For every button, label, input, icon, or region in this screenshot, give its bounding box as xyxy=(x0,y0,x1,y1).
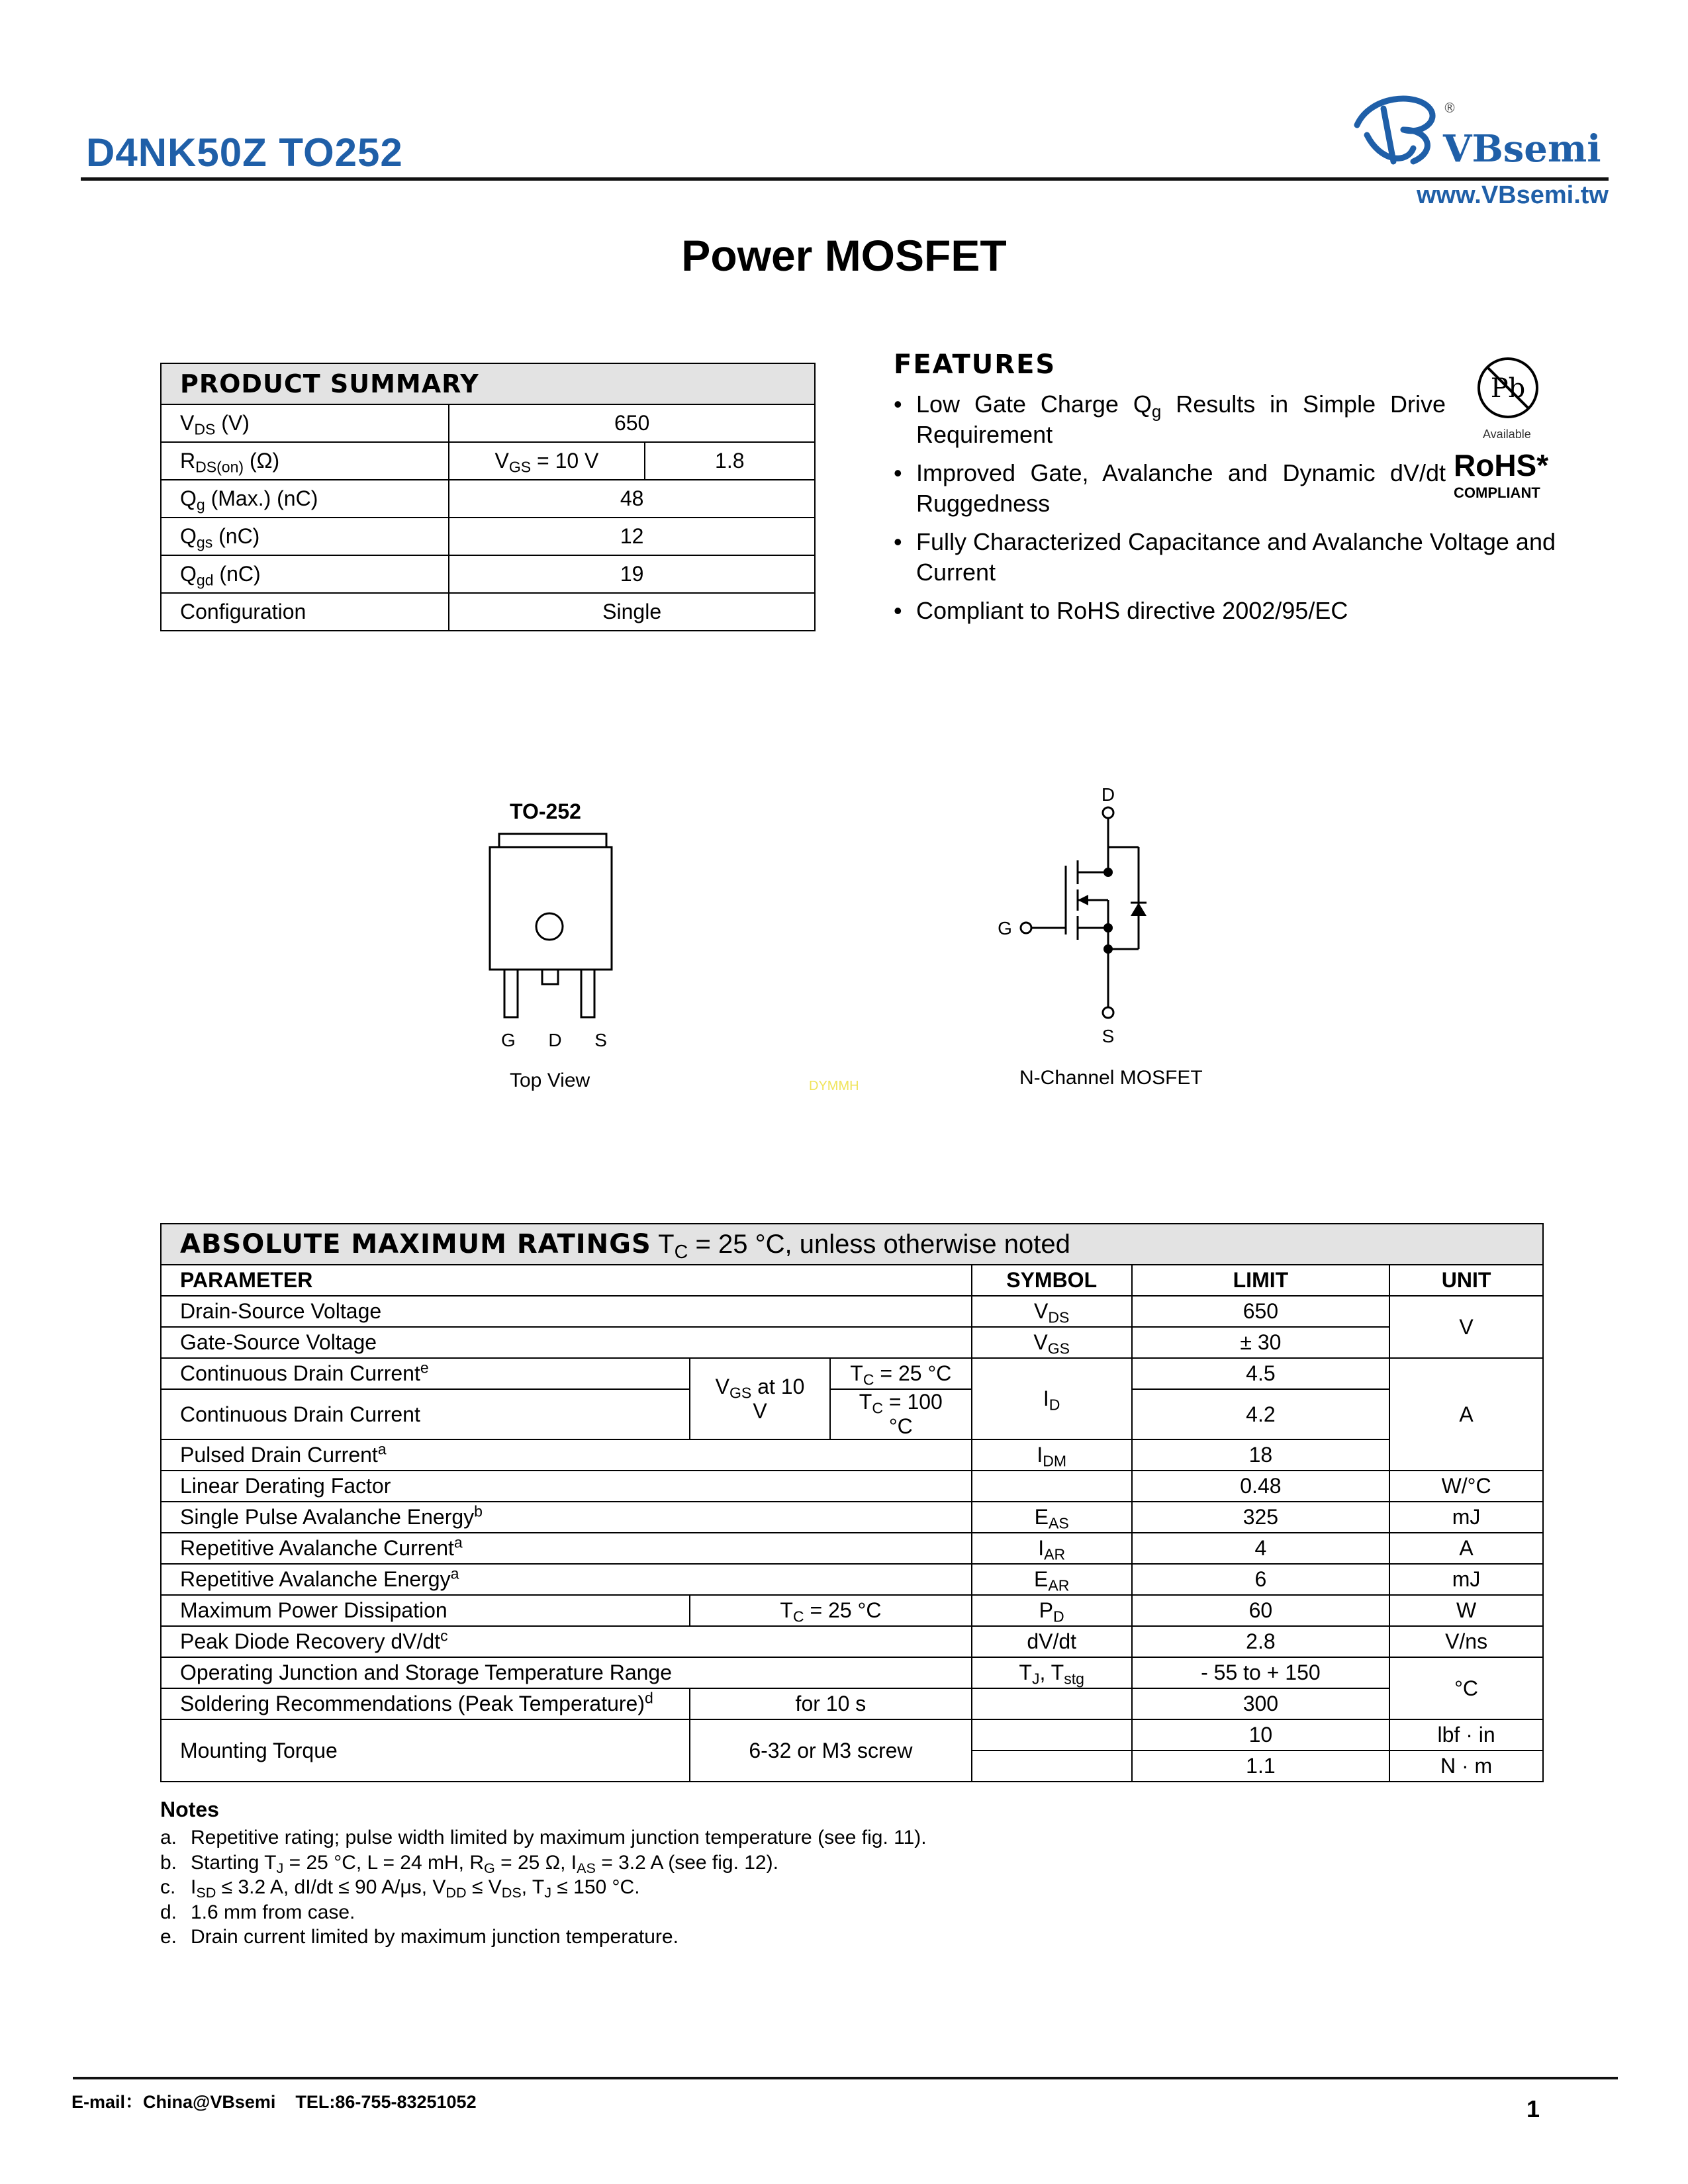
pin-g-label: G xyxy=(501,1030,516,1050)
table-row: Repetitive Avalanche Current$^a$ $I_{AR}$ 4 A xyxy=(161,1533,1543,1564)
pb-text: Pb xyxy=(1490,373,1526,404)
table-row xyxy=(161,404,815,442)
amr-title: ABSOLUTE MAXIMUM RATINGS $T_C = 25$ °C, unless otherwise noted xyxy=(161,1224,1543,1265)
feature-item: • Improved Gate, Avalanche and Dynamic dV/dt Ruggedness xyxy=(894,458,1446,519)
product-summary-table xyxy=(160,363,816,631)
table-row: Pulsed Drain Current$^a$ $I_{DM}$ 18 xyxy=(161,1439,1543,1471)
table-row: Linear Derating Factor 0.48 W/°C xyxy=(161,1471,1543,1502)
table-row: Mounting Torque 6-32 or M3 screw 10 lbf · in xyxy=(161,1719,1543,1751)
registered-mark: ® xyxy=(1443,100,1456,116)
qgs-value: 12 xyxy=(449,518,815,555)
table-row xyxy=(161,442,815,480)
source-label: S xyxy=(1102,1026,1115,1046)
pb-available-label: Available xyxy=(1483,428,1531,441)
table-row xyxy=(161,593,815,631)
table-row: Maximum Power Dissipation $T_C = 25$ °C $P_D$ 60 W xyxy=(161,1595,1543,1626)
note-item: e. Drain current limited by maximum junction temperature. xyxy=(160,1926,679,1948)
table-row: 1.1 N · m xyxy=(161,1751,1543,1782)
rds-label: $R_{DS(on)}$ (Ω) xyxy=(161,442,449,480)
note-item: d. 1.6 mm from case. xyxy=(160,1901,355,1923)
product-summary-title: PRODUCT SUMMARY xyxy=(161,363,815,404)
notes-list xyxy=(160,1825,927,1950)
gate-label: G xyxy=(998,918,1012,938)
col-parameter: PARAMETER xyxy=(161,1265,972,1296)
qg-label: $Q_g$ (Max.) (nC) xyxy=(161,480,449,518)
features-title: FEATURES xyxy=(894,349,1056,380)
vds-value: 650 xyxy=(449,404,815,442)
document-title: D4NK50Z TO252 xyxy=(86,130,403,175)
package-view-caption: Top View xyxy=(510,1069,590,1091)
rohs-compliant-label: COMPLIANT xyxy=(1454,484,1540,501)
footer-rule xyxy=(73,2077,1618,2079)
configuration-value: Single xyxy=(449,593,815,631)
table-row: Continuous Drain Current $T_C = 100$ °C 4.2 xyxy=(161,1389,1543,1439)
mosfet-caption: N-Channel MOSFET xyxy=(1019,1067,1203,1089)
table-header-row xyxy=(161,1265,1543,1296)
col-limit: LIMIT xyxy=(1132,1265,1390,1296)
table-row xyxy=(161,518,815,555)
pin-d-label: D xyxy=(548,1030,562,1050)
footer-contact: E-mail：China@VBsemi TEL:86-755-83251052 xyxy=(71,2092,477,2112)
feature-item: • Fully Characterized Capacitance and Avalanche Voltage and Current xyxy=(894,527,1556,588)
website-url[interactable]: www.VBsemi.tw xyxy=(1417,181,1609,209)
qg-value: 48 xyxy=(449,480,815,518)
table-row: Operating Junction and Storage Temperature Range $T_J$, $T_{stg}$ - 55 to + 150 °C xyxy=(161,1657,1543,1688)
lead-free-icon xyxy=(1475,355,1541,421)
rds-condition: $V_{GS} = 10$ V xyxy=(449,442,644,480)
qgd-value: 19 xyxy=(449,555,815,593)
document-subtitle: Power MOSFET xyxy=(681,231,1007,280)
rds-value: 1.8 xyxy=(645,442,815,480)
feature-item: • Compliant to RoHS directive 2002/95/EC xyxy=(894,596,1556,626)
table-row: Continuous Drain Current$^e$ $V_{GS}$ at 10 V $T_C = 25$ °C $I_D$ 4.5 A xyxy=(161,1358,1543,1389)
table-row: Repetitive Avalanche Energy$^a$ $E_{AR}$ 6 mJ xyxy=(161,1564,1543,1595)
note-item: c. $I_{SD} \le 3.2$ A, dI/dt ≤ 90 A/μs, $V_{DD} \le V_{DS}$, $T_J \le 150$ °C. xyxy=(160,1876,640,1901)
note-item: b. Starting $T_J = 25$ °C, L = 24 mH, $R_G = 25$ Ω, $I_{AS} = 3.2$ A (see fig. 12). xyxy=(160,1851,778,1876)
brand-name: VBsemi xyxy=(1443,127,1601,171)
vbsemi-logo xyxy=(1344,89,1615,175)
vds-label: $V_{DS}$ (V) xyxy=(161,404,449,442)
note-item: a. Repetitive rating; pulse width limited by maximum junction temperature (see fig. 11). xyxy=(160,1827,927,1848)
package-label: TO-252 xyxy=(510,799,581,823)
absolute-maximum-ratings-table xyxy=(160,1223,1544,1782)
rohs-label: RoHS* xyxy=(1454,448,1549,482)
table-row: Single Pulse Avalanche Energy$^b$ $E_{AS}$ 325 mJ xyxy=(161,1502,1543,1533)
page-number: 1 xyxy=(1526,2095,1540,2122)
features-list xyxy=(894,389,1556,634)
qgd-label: $Q_{gd}$ (nC) xyxy=(161,555,449,593)
table-row: Peak Diode Recovery $dV/dt^c$ dV/dt 2.8 V/ns xyxy=(161,1626,1543,1657)
table-row: Drain-Source Voltage $V_{DS}$ 650 V xyxy=(161,1296,1543,1327)
col-unit: UNIT xyxy=(1389,1265,1543,1296)
configuration-label: Configuration xyxy=(161,593,449,631)
table-row xyxy=(161,480,815,518)
pin-s-label: S xyxy=(594,1030,607,1050)
table-row: Gate-Source Voltage $V_{GS}$ ± 30 xyxy=(161,1327,1543,1358)
package-pin-labels xyxy=(501,1030,607,1051)
watermark: DYMMH xyxy=(809,1079,859,1093)
to252-package-drawing xyxy=(483,827,622,1052)
notes-title: Notes xyxy=(160,1797,219,1821)
table-row xyxy=(161,555,815,593)
n-channel-mosfet-symbol xyxy=(993,781,1165,1046)
feature-item: • Low Gate Charge $Q_g$ Results in Simple Drive Requirement xyxy=(894,389,1446,450)
qgs-label: $Q_{gs}$ (nC) xyxy=(161,518,449,555)
drain-label: D xyxy=(1101,784,1115,805)
header-rule xyxy=(81,177,1609,181)
col-symbol: SYMBOL xyxy=(972,1265,1132,1296)
table-row: Soldering Recommendations (Peak Temperature)$^d$ for 10 s 300 xyxy=(161,1688,1543,1719)
